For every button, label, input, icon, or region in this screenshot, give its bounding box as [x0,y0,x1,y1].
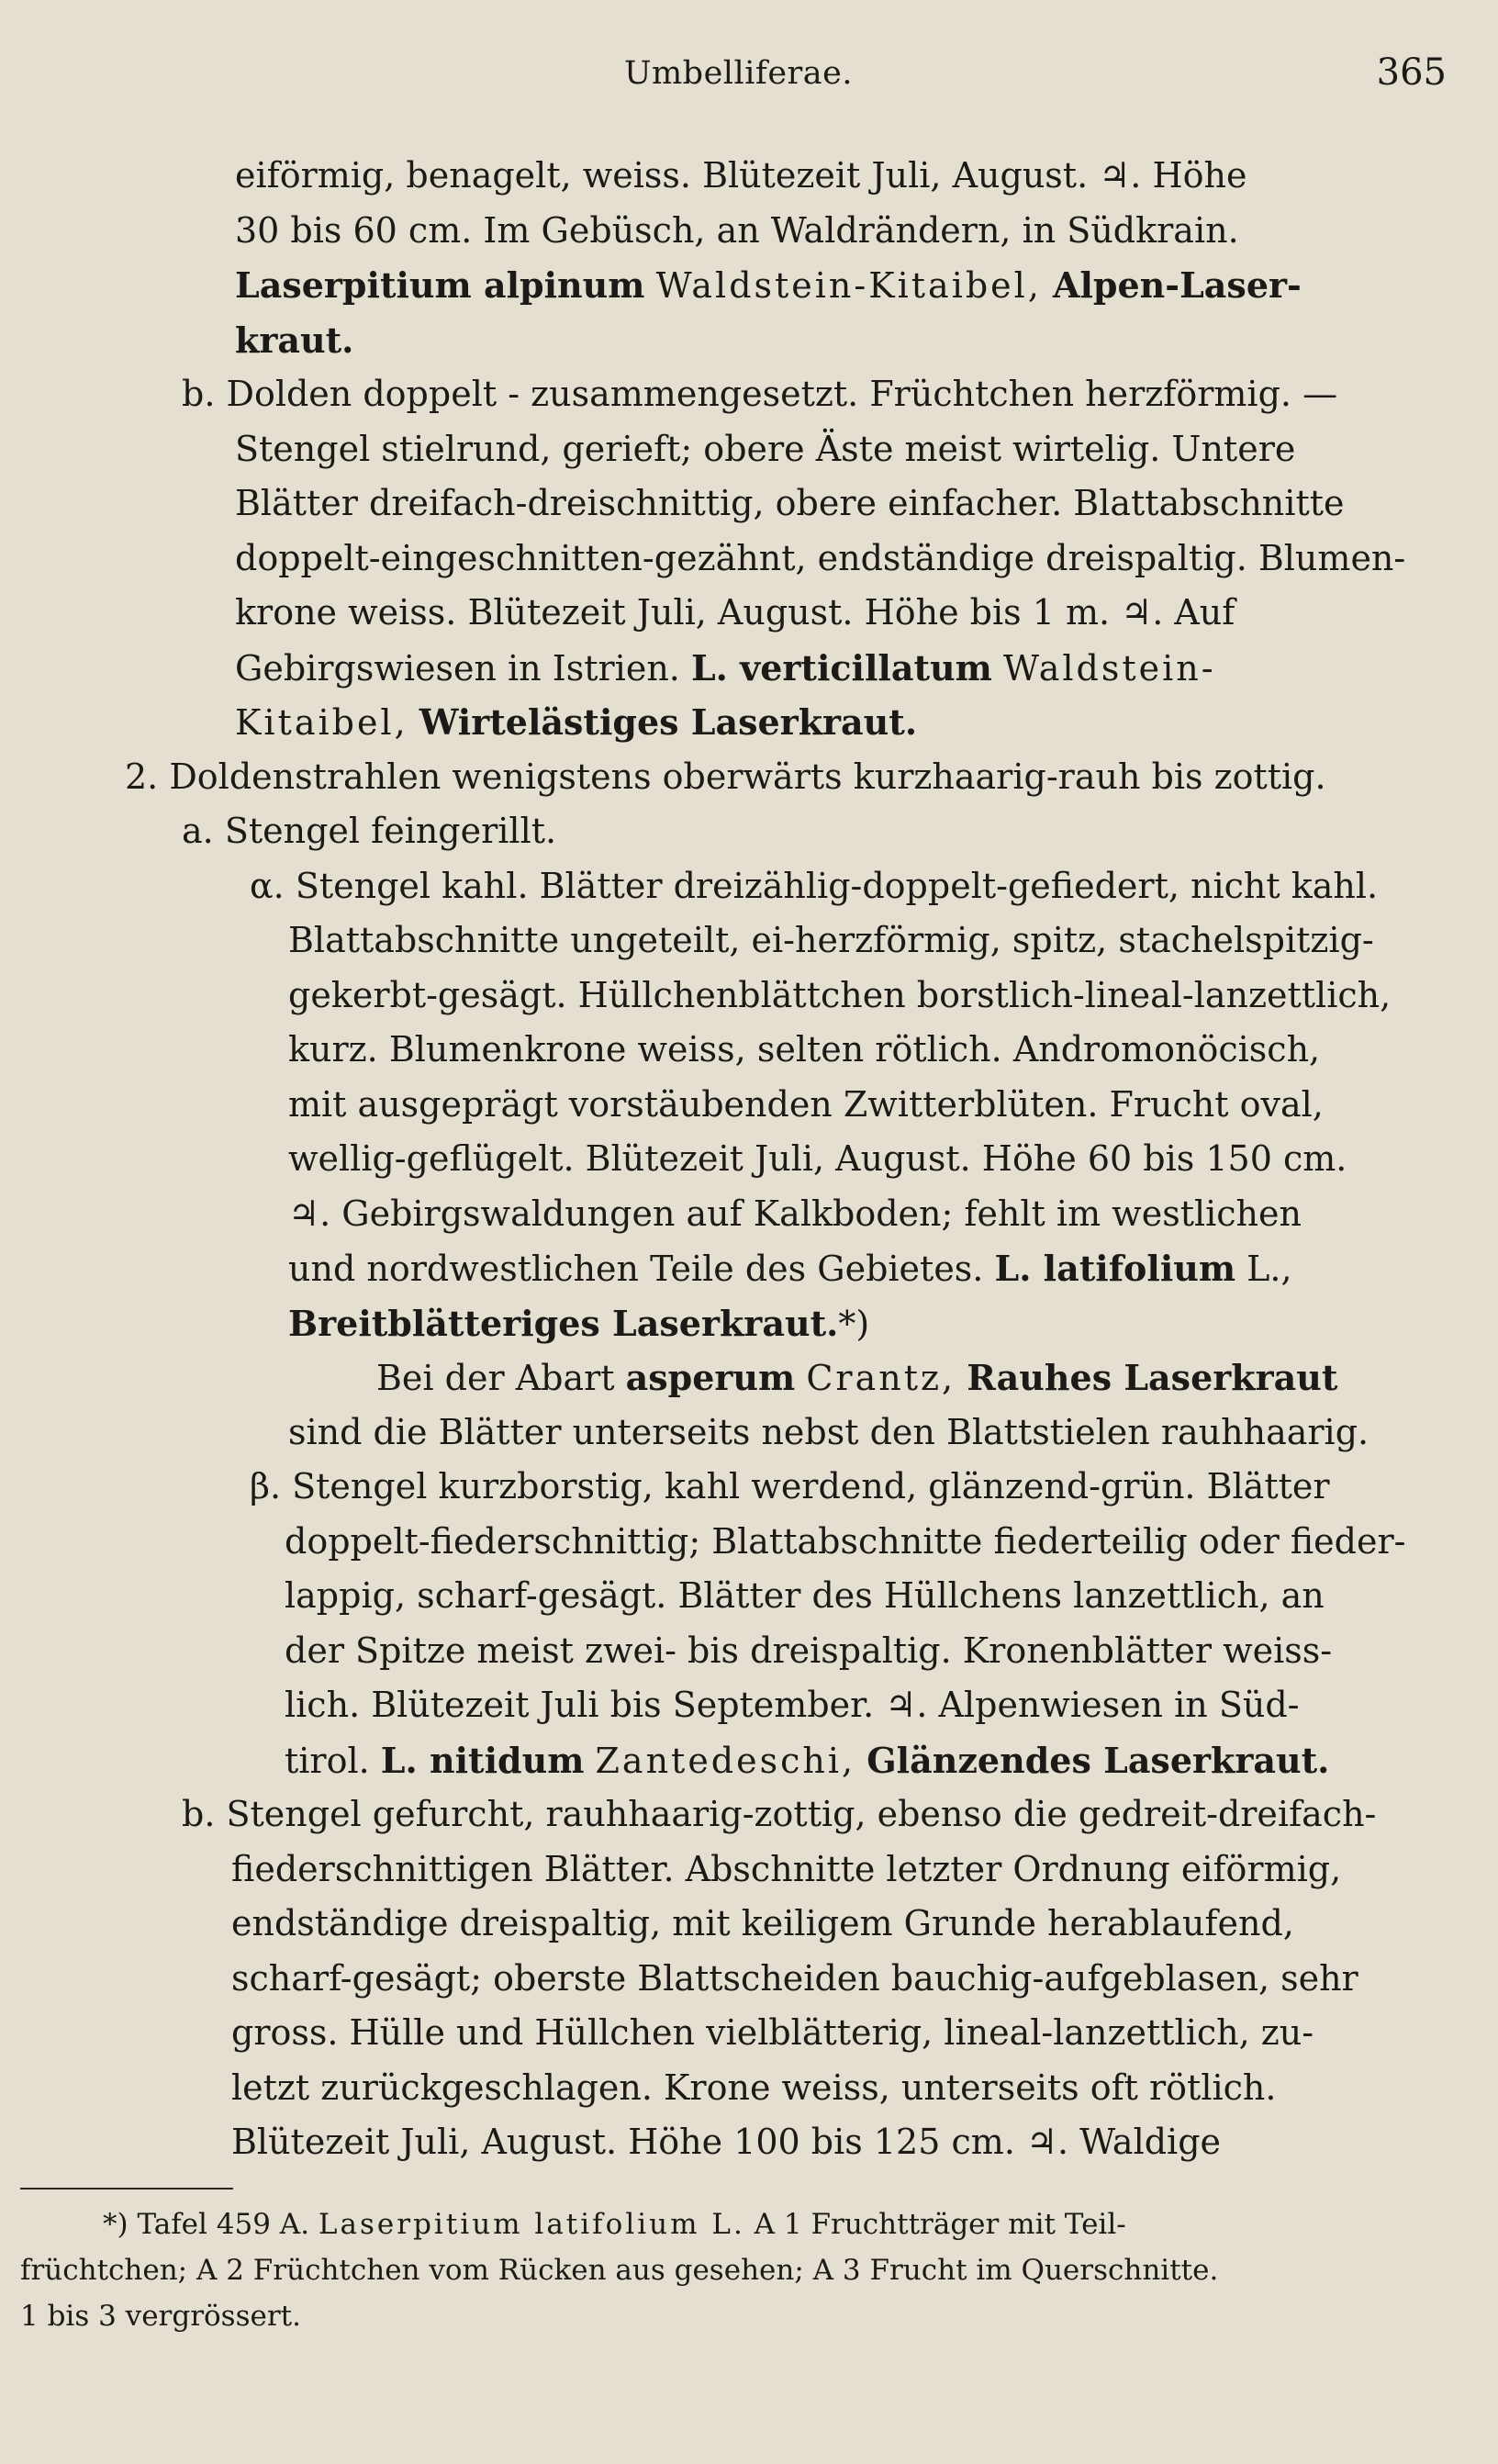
text-line [288,969,1391,1024]
text-line [288,913,1374,969]
author-name: Zantedeschi, [595,1740,856,1781]
author-name: Crantz, [806,1358,956,1398]
text-line [250,859,1378,914]
bold-term: Rauhes Laserkraut [967,1357,1338,1398]
text-run: b. Dolden doppelt - zusammengesetzt. Früchtchen herzförmig. — [182,374,1338,414]
text-line [376,1350,1337,1406]
text-run: der Spitze meist zwei- bis dreispaltig. Kronenblätter weiss- [285,1630,1333,1671]
text-run: doppelt-eingeschnitten-gezähnt, endständige dreispaltig. Blumen- [235,537,1406,578]
text-line [285,1569,1325,1624]
text-run: b. Stengel gefurcht, rauhhaarig-zottig, ebenso die gedreit-dreifach- [182,1794,1377,1834]
text-run: tirol. [285,1740,381,1781]
bold-term: kraut. [235,319,354,361]
text-line [288,1132,1347,1187]
text-run: *) Tafel 459 A. [103,2208,319,2241]
text-line [285,1733,1329,1788]
text-line [235,204,1239,259]
bold-term: Glänzendes Laserkraut. [866,1739,1330,1781]
text-line [235,695,917,750]
bold-term: Breitblätteriges Laserkraut. [288,1302,839,1344]
text-run [795,1358,806,1398]
footnote-line [20,2293,301,2348]
bold-term: Laserpitium alpinum [235,264,645,306]
text-run: Blattabschnitte ungeteilt, ei-herzförmig, spitz, stachelspitzig- [288,920,1374,960]
text-run: mit ausgeprägt vorstäubenden Zwitterblüten. Frucht oval, [288,1083,1324,1125]
text-run [408,702,419,743]
text-run: lappig, scharf-gesägt. Blätter des Hüllchens lanzettlich, an [285,1575,1325,1616]
text-run: A 1 Fruchtträger mit Teil- [744,2208,1126,2241]
text-line [231,1897,1294,1952]
text-run: 2. Doldenstrahlen wenigstens oberwärts kurzhaarig-rauh bis zottig. [125,756,1326,797]
text-run: α. Stengel kahl. Blätter dreizählig-doppelt-gefiedert, nicht kahl. [250,865,1379,906]
text-line [125,750,1326,805]
text-line [182,367,1337,422]
text-run: kurz. Blumenkrone weiss, selten rötlich. Andromonöcisch, [288,1029,1321,1070]
text-run: 30 bis 60 cm. Im Gebüsch, an Waldrändern, in Südkrain. [235,209,1239,251]
footnote-rule [20,2188,233,2190]
text-run: scharf-gesägt; oberste Blattscheiden bauchig-aufgeblasen, sehr [231,1957,1358,1999]
running-title: Umbelliferae. [624,55,853,92]
text-run: eiförmig, benagelt, weiss. Blütezeit Juli, August. ♃. Höhe [235,155,1247,196]
text-run: letzt zurückgeschlagen. Krone weiss, unterseits oft rötlich. [231,2066,1277,2108]
bold-term: L. latifolium [994,1248,1236,1289]
text-run [584,1741,595,1781]
text-line [288,1023,1320,1078]
bold-term: L. verticillatum [690,646,992,689]
text-run: β. Stengel kurzborstig, kahl werdend, glänzend-grün. Blätter [250,1466,1330,1506]
text-line [250,1460,1330,1515]
text-line [235,422,1295,477]
text-run: Gebirgswiesen in Istrien. [235,647,691,689]
text-run: 1 bis 3 vergrössert. [20,2300,301,2333]
author-name: Laserpitium latifolium L. [318,2208,745,2241]
text-line [235,476,1344,532]
text-line [235,313,353,368]
text-run: Stengel stielrund, gerieft; obere Äste meist wirtelig. Untere [235,428,1296,469]
text-run: fiederschnittigen Blätter. Abschnitte letzter Ordnung eiförmig, [231,1848,1342,1889]
text-run [645,265,656,306]
text-run: Bei der Abart [376,1358,626,1398]
text-run: *) [838,1303,870,1344]
text-line [288,1187,1302,1242]
text-run: sind die Blätter unterseits nebst den Blattstielen rauhhaarig. [288,1411,1369,1452]
bold-term: Alpen-Laser- [1053,264,1302,306]
text-line [231,2006,1314,2061]
text-line [182,804,556,859]
author-name: Waldstein- [1002,647,1216,689]
text-run: doppelt-fiederschnittig; Blattabschnitte fiederteilig oder fieder- [285,1520,1406,1562]
page-number: 365 [1376,51,1447,94]
text-line [288,1241,1292,1296]
author-name: Kitaibel, [235,702,408,743]
page-header [0,48,1498,103]
text-line [231,2061,1276,2116]
text-run: ♃. Gebirgswaldungen auf Kalkboden; fehlt im westlichen [288,1193,1302,1234]
bold-term: Wirtelästiges Laserkraut. [419,701,918,743]
text-run: L., [1235,1249,1292,1289]
text-run: lich. Blütezeit Juli bis September. ♃. Alpenwiesen in Süd- [285,1685,1300,1725]
text-line [285,1515,1405,1570]
text-line [231,2115,1221,2170]
text-run: gekerbt-gesägt. Hüllchenblättchen borstlich-lineal-lanzettlich, [288,974,1392,1015]
text-line [288,1078,1324,1133]
text-line [288,1296,869,1351]
text-line [231,1842,1341,1898]
text-line [235,586,1235,641]
text-run [1042,265,1053,306]
text-run: Blütezeit Juli, August. Höhe 100 bis 125 cm. ♃. Waldige [231,2122,1222,2162]
text-run: früchtchen; A 2 Früchtchen vom Rücken aus gesehen; A 3 Frucht im Querschnitte. [20,2254,1219,2287]
text-line [235,532,1405,587]
text-line [182,1787,1376,1842]
text-run [956,1358,967,1398]
text-line [235,149,1246,204]
text-run: und nordwestlichen Teile des Gebietes. [288,1249,995,1289]
text-line [235,641,1216,696]
text-run: endständige dreispaltig, mit keiligem Grunde herablaufend, [231,1903,1294,1943]
text-line [231,1952,1358,2007]
text-run: a. Stengel feingerillt. [182,811,557,851]
bold-term: L. nitidum [380,1739,585,1781]
text-run: krone weiss. Blütezeit Juli, August. Höhe bis 1 m. ♃. Auf [235,592,1235,633]
text-line [285,1624,1332,1679]
text-run: Blätter dreifach-dreischnittig, obere einfacher. Blattabschnitte [235,483,1345,523]
author-name: Waldstein-Kitaibel, [655,265,1042,306]
bold-term: asperum [625,1357,796,1398]
text-line [285,1678,1300,1733]
text-run: wellig-geflügelt. Blütezeit Juli, August. Höhe 60 bis 150 cm. [288,1138,1347,1179]
text-run: gross. Hülle und Hüllchen vielblätterig, lineal-lanzettlich, zu- [231,2012,1314,2053]
text-line [235,258,1302,313]
text-run [855,1741,866,1781]
text-line [288,1406,1369,1461]
text-run [992,648,1003,689]
